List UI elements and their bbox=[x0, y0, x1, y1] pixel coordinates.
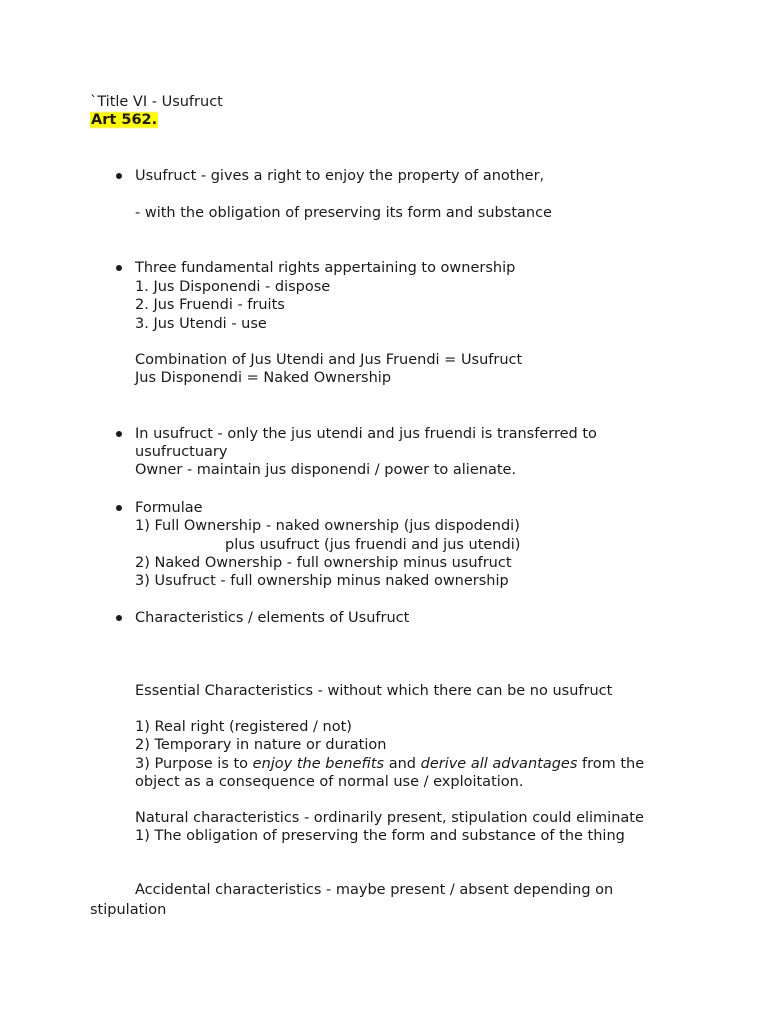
purpose-prefix: 3) Purpose is to bbox=[135, 756, 253, 772]
purpose-emphasis-1: enjoy the benefits bbox=[252, 756, 385, 772]
bullet-icon bbox=[116, 615, 122, 621]
natural-heading: Natural characteristics - ordinarily present, stipulation could eliminate bbox=[135, 810, 644, 826]
right-item: 2. Jus Fruendi - fruits bbox=[135, 297, 285, 313]
purpose-suffix: from the bbox=[577, 756, 645, 772]
formulae-heading: Formulae bbox=[135, 500, 203, 516]
owner-line: Owner - maintain jus disponendi / power to alienate. bbox=[135, 462, 517, 478]
bullet-usufruct-definition: Usufruct - gives a right to enjoy the property of another, bbox=[135, 168, 545, 184]
naked-ownership-line: Jus Disponendi = Naked Ownership bbox=[135, 370, 392, 386]
essential-item: 1) Real right (registered / not) bbox=[135, 719, 352, 735]
purpose-mid: and bbox=[384, 756, 421, 772]
characteristics-heading: Characteristics / elements of Usufruct bbox=[135, 610, 410, 626]
bullet-icon bbox=[116, 173, 122, 179]
bullet-icon bbox=[116, 265, 122, 271]
accidental-heading: Accidental characteristics - maybe present / absent depending on bbox=[135, 882, 614, 898]
formula-item-cont: plus usufruct (jus fruendi and jus utendi) bbox=[225, 537, 521, 553]
purpose-emphasis-2: derive all advantages bbox=[420, 756, 578, 772]
right-item: 1. Jus Disponendi - dispose bbox=[135, 279, 331, 295]
formula-item: 2) Naked Ownership - full ownership minus usufruct bbox=[135, 555, 512, 571]
formula-item: 3) Usufruct - full ownership minus naked ownership bbox=[135, 573, 509, 589]
right-item: 3. Jus Utendi - use bbox=[135, 316, 267, 332]
combination-line: Combination of Jus Utendi and Jus Fruendi = Usufruct bbox=[135, 352, 523, 368]
essential-heading: Essential Characteristics - without which there can be no usufruct bbox=[135, 683, 613, 699]
bullet-icon bbox=[116, 505, 122, 511]
essential-item: 2) Temporary in nature or duration bbox=[135, 737, 387, 753]
accidental-heading-cont: stipulation bbox=[90, 902, 167, 918]
transfer-line-cont: usufructuary bbox=[135, 444, 228, 460]
essential-item-purpose bbox=[135, 755, 644, 773]
essential-item-cont: object as a consequence of normal use / exploitation. bbox=[135, 774, 524, 790]
bullet-icon bbox=[116, 431, 122, 437]
formula-item: 1) Full Ownership - naked ownership (jus dispodendi) bbox=[135, 518, 520, 534]
fundamental-rights-heading: Three fundamental rights appertaining to ownership bbox=[135, 260, 516, 276]
article-highlight: Art 562. bbox=[91, 112, 158, 128]
article-heading bbox=[90, 111, 158, 129]
natural-item: 1) The obligation of preserving the form and substance of the thing bbox=[135, 828, 625, 844]
bullet-usufruct-obligation: - with the obligation of preserving its form and substance bbox=[135, 205, 552, 221]
transfer-line: In usufruct - only the jus utendi and jus fruendi is transferred to bbox=[135, 426, 597, 442]
title-line: `Title VI - Usufruct bbox=[90, 94, 223, 110]
